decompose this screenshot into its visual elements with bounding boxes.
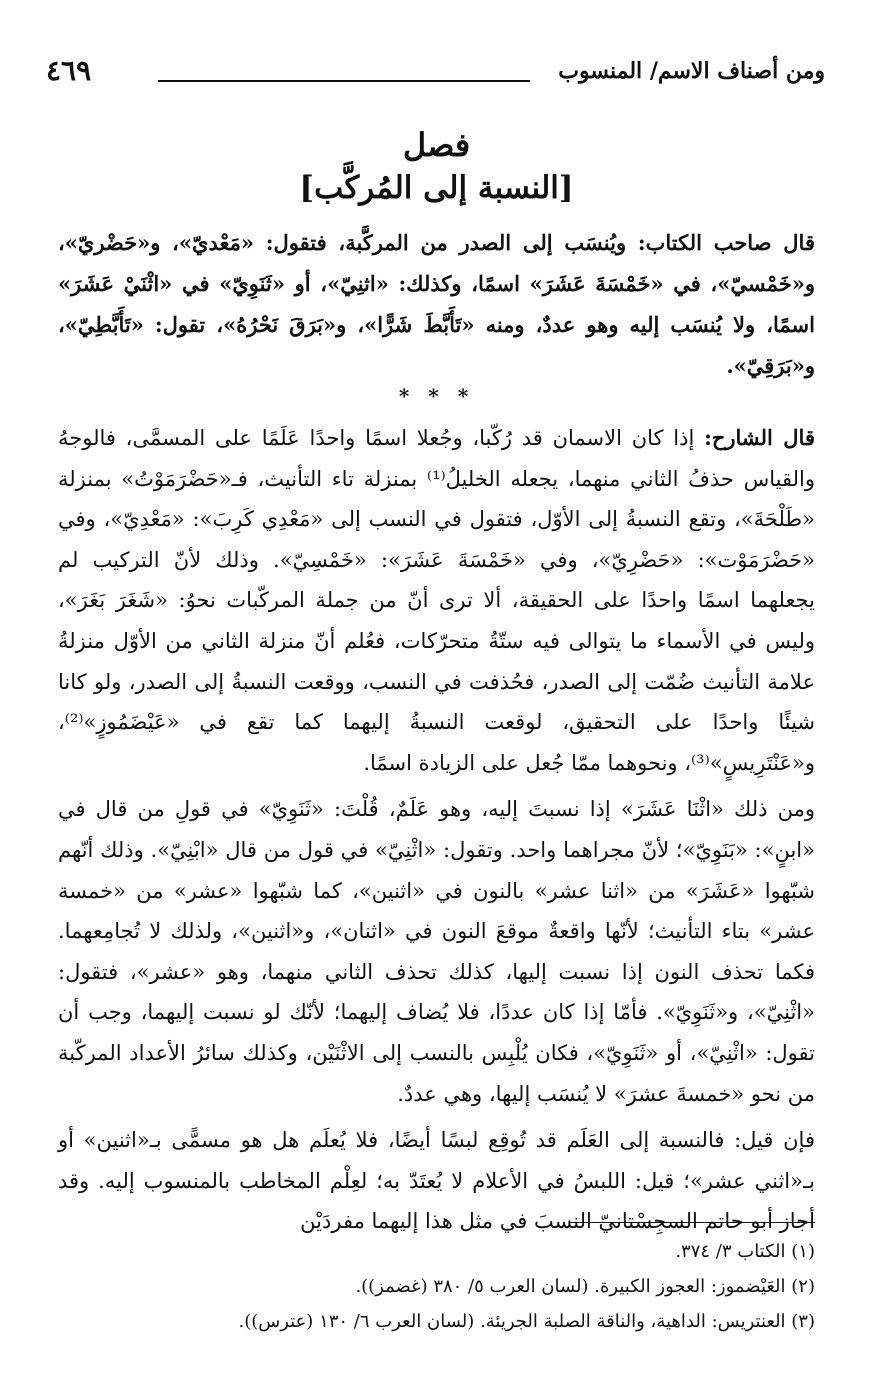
section-title: فصل (402, 126, 471, 164)
matn-paragraph: قال صاحب الكتاب: ويُنسَب إلى الصدر من المركَّبة، فتقول: «مَعْديّ»، و«حَضْريّ»، و«خَمْسيّ»، في «خَمْسَةَ عَشَرَ» اسمًا، وكذلك: «اثنِيّ»، أو «ثَنَوِيّ» في «اثْنَيْ عَشَرَ» اسمًا، ولا يُنسَب إليه وهو عددٌ، ومنه «تَأَبَّطَ شَرًّا»، و«بَرَقَ نَحْرُهُ»، تقول: «تَأَبَّطِيّ»، و«بَرَقِيّ». (58, 230, 815, 378)
commentary (58, 418, 815, 1248)
running-header-title: ومن أصناف الاسم/ المنسوب (558, 58, 825, 84)
header-rule (158, 80, 530, 82)
footnote: (٢) العَيْضموز: العجوز الكبيرة. (لسان العرب ٥/ ٣٨٠ (غضمز)). (355, 1276, 815, 1297)
footnote: (٣) العنتريس: الداهية، والناقة الصلبة الجريئة. (لسان العرب ٦/ ١٣٠ (عترس)). (238, 1311, 815, 1332)
commentary-lead: قال الشارح: (704, 425, 815, 450)
commentary-paragraph: فإن قيل: فالنسبة إلى العَلَم قد تُوقِع لبسًا أيضًا، فلا يُعلَم هل هو مسمًّى بـ«اثنين» أو بـ«اثني عشر»؛ قيل: اللبسُ في الأعلام لا يُعتَدّ به؛ لعِلْم المخاطب بالمنسوب إليه. وقد أجاز أبو حاتم السجِسْتانيّ النسبَ في مثل هذا إليهما مفردَيْن (58, 1128, 815, 1234)
commentary-paragraph (58, 418, 815, 783)
commentary-paragraph: ومن ذلك «اثْنَا عَشَرَ» إذا نسبتَ إليه، وهو عَلَمٌ، قُلْتَ: «ثَنَوِيّ» في قولِ من قال في «ابنٍ»: «بَنَوِيّ»؛ لأنّ مجراهما واحد. وتقول: «اثْنِيّ» في قول من قال «ابْنِيّ». وذلك أنّهم شبّهوا «عَشَرَ» من «اثنا عشر» بالنون في «اثنين»، كما شبّهوا «عشر» من «خمسة عشر» بتاء التأنيث؛ لأنّها واقعةٌ موقعَ النون في «اثنان»، و«اثنين»، ولذلك لا تُجامِعهما. فكما تحذف النون إذا نسبت إليها، كذلك تحذف الثاني منهما، وهو «عشر»، فتقول: «اثْنِيّ»، و«ثَنَوِيّ». فأمّا إذا كان عددًا، فلا يُضاف إليهما؛ لأنّك لو نسبت إليهما، وجب أن تقول: «اثْنِيّ»، أو «ثَنَوِيّ»، فكان يُلْبِس بالنسب إلى الاثْنَيْن، وكذلك سائرُ الأعداد المركّبة من نحو «خمسةَ عشرَ» لا يُنسَب إليها، وهي عددٌ. (58, 797, 815, 1106)
footnote: (١) الكتاب ٣/ ٣٧٤. (675, 1241, 815, 1262)
section-separator: * * * (398, 384, 475, 408)
section-subtitle: [النسبة إلى المُركَّب] (299, 170, 574, 206)
commentary-text: إذا كان الاسمان قد رُكّبا، وجُعلا اسمًا واحدًا عَلَمًا على المسمَّى، فالوجهُ والقياس حذفُ الثاني منهما، يجعله الخليلُ⁽¹⁾ بمنزلة تاء التأنيث، فـ«حَضْرَمَوْتُ» بمنزلة «طَلْحَةَ»، وتقع النسبةُ إلى الأوّل، فتقول في النسب إلى «مَعْدِي كَرِبَ»: «مَعْدِيّ»، وفي «حَضْرَمَوْت»: «حَضْرِيّ»، وفي «خَمْسَةَ عَشَرَ»: «خَمْسِيّ». وذلك لأنّ التركيب لم يجعلهما اسمًا واحدًا على الحقيقة، ألا ترى أنّ من جملة المركّبات نحوُ: «شَغَرَ بَغَرَ»، وليس في الأسماء ما يتوالى فيه ستّةُ متحرّكات، فعُلم أنّ منزلة الثاني من الأوّل منزلةُ علامة التأنيث ضُمّت إلى الصدر، فحُذفت في النسب، ووقعت النسبةُ إلى الصدر، ولو كانا شيئًا واحدًا على التحقيق، لوقعت النسبةُ إليهما كما تقع في «عَيْضَمُوزٍ»⁽²⁾، و«عَنْتَرِيسٍ»⁽³⁾، ونحوهما ممّا جُعل على الزيادة اسمًا. (58, 426, 815, 775)
running-header (46, 52, 825, 96)
page-number: ٤٦٩ (46, 54, 92, 87)
footnote-rule (570, 1222, 815, 1223)
footnotes (58, 1234, 815, 1339)
